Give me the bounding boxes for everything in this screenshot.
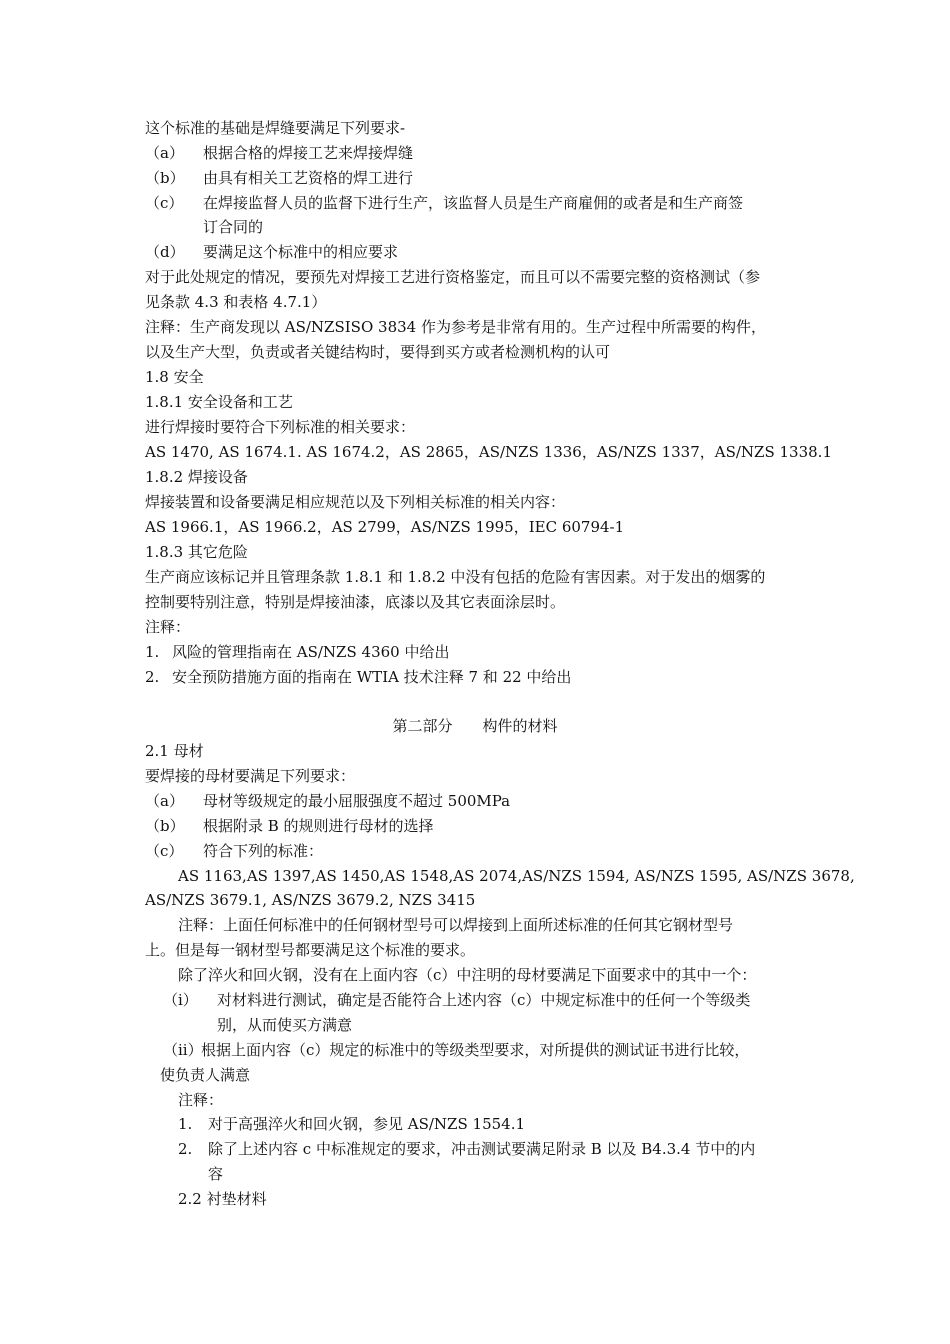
note-number-1: 1. — [145, 643, 160, 661]
section-heading-1-8-3: 1.8.3 其它危险 — [145, 543, 248, 561]
list-item-b: 由具有相关工艺资格的焊工进行 — [203, 169, 414, 187]
roman-marker-ii: （ii） — [163, 1041, 203, 1059]
list-item-c: 在焊接监督人员的监督下进行生产，该监督人员是生产商雇佣的或者是和生产商签 — [203, 194, 744, 212]
section-text-1-8-1: 进行焊接时要符合下列标准的相关要求： — [145, 418, 416, 436]
section-heading-2-1: 2.1 母材 — [145, 742, 204, 760]
section-heading-2-2: 2.2 衬垫材料 — [178, 1190, 267, 1208]
roman-item-ii-cont: 使负责人满意 — [160, 1066, 251, 1084]
roman-marker-i: （i） — [163, 991, 198, 1009]
roman-item-ii: 根据上面内容（c）规定的标准中的等级类型要求，对所提供的测试证书进行比较， — [201, 1041, 750, 1059]
list-marker-2b: （b） — [145, 817, 185, 835]
section-text-1-8-3-cont: 控制要特别注意，特别是焊接油漆，底漆以及其它表面涂层时。 — [145, 593, 566, 611]
note-number-2-2: 2. — [178, 1140, 193, 1158]
note-number-2: 2. — [145, 668, 160, 686]
paragraph-quenched: 除了淬火和回火钢，没有在上面内容（c）中注明的母材要满足下面要求中的其中一个： — [178, 966, 757, 984]
list-marker-c: （c） — [145, 194, 184, 212]
section-text-2-1: 要焊接的母材要满足下列要求： — [145, 767, 356, 785]
roman-item-i-cont: 别，从而使买方满意 — [217, 1016, 353, 1034]
note-text-cont: 以及生产大型，负责或者关键结构时，要得到买方或者检测机构的认可 — [145, 343, 611, 361]
section-text-1-8-2: 焊接装置和设备要满足相应规范以及下列相关标准的相关内容： — [145, 493, 566, 511]
list-marker-b: （b） — [145, 169, 185, 187]
note-2-1-cont: 上。但是每一钢材型号都要满足这个标准的要求。 — [145, 941, 476, 959]
roman-item-i: 对材料进行测试，确定是否能符合上述内容（c）中规定标准中的任何一个等级类 — [217, 991, 751, 1009]
note-2-1: 注释：上面任何标准中的任何钢材型号可以焊接到上面所述标准的任何其它钢材型号 — [178, 916, 734, 934]
section-heading-1-8: 1.8 安全 — [145, 368, 204, 386]
part-title: 第二部分 构件的材料 — [392, 717, 558, 735]
note-text: 注释：生产商发现以 AS/NZSISO 3834 作为参考是非常有用的。生产过程中所需要的构件， — [145, 318, 766, 336]
notes-label: 注释： — [145, 618, 191, 636]
section-text-1-8-3: 生产商应该标记并且管理条款 1.8.1 和 1.8.2 中没有包括的危险有害因素。对于发出的烟雾的 — [145, 568, 766, 586]
standards-list-2-1-cont: AS/NZS 3679.1, AS/NZS 3679.2, NZS 3415 — [145, 891, 476, 909]
list-marker-d: （d） — [145, 243, 185, 261]
paragraph-qualification: 对于此处规定的情况，要预先对焊接工艺进行资格鉴定，而且可以不需要完整的资格测试（参 — [145, 268, 761, 286]
list-marker-2a: （a） — [145, 792, 184, 810]
list-item-d: 要满足这个标准中的相应要求 — [203, 243, 399, 261]
note-item-2-2-cont: 容 — [208, 1165, 224, 1183]
note-number-2-1: 1. — [178, 1115, 193, 1133]
standards-list-2-1: AS 1163,AS 1397,AS 1450,AS 1548,AS 2074,AS/NZS 1594, AS/NZS 1595, AS/NZS 3678, — [178, 867, 855, 885]
list-item-a: 根据合格的焊接工艺来焊接焊缝 — [203, 144, 414, 162]
note-item-2-1: 对于高强淬火和回火钢，参见 AS/NZS 1554.1 — [208, 1115, 526, 1133]
note-item-2: 安全预防措施方面的指南在 WTIA 技术注释 7 和 22 中给出 — [172, 668, 572, 686]
section-heading-1-8-2: 1.8.2 焊接设备 — [145, 468, 248, 486]
paragraph-qualification-cont: 见条款 4.3 和表格 4.7.1） — [145, 293, 327, 311]
list-item-c-cont: 订合同的 — [203, 218, 264, 236]
note-item-2-2: 除了上述内容 c 中标准规定的要求，冲击测试要满足附录 B 以及 B4.3.4 节中的内 — [208, 1140, 756, 1158]
section-heading-1-8-1: 1.8.1 安全设备和工艺 — [145, 393, 293, 411]
standards-list-1-8-1: AS 1470, AS 1674.1. AS 1674.2，AS 2865，AS/NZS 1336，AS/NZS 1337，AS/NZS 1338.1 — [145, 443, 832, 461]
list-item-2b: 根据附录 B 的规则进行母材的选择 — [203, 817, 434, 835]
list-item-2c: 符合下列的标准： — [203, 842, 324, 860]
standards-list-1-8-2: AS 1966.1，AS 1966.2，AS 2799，AS/NZS 1995，IEC 60794-1 — [145, 518, 625, 536]
intro-text: 这个标准的基础是焊缝要满足下列要求- — [145, 119, 406, 137]
list-marker-2c: （c） — [145, 842, 184, 860]
list-item-2a: 母材等级规定的最小屈服强度不超过 500MPa — [203, 792, 511, 810]
notes-label-2: 注释： — [178, 1091, 224, 1109]
note-item-1: 风险的管理指南在 AS/NZS 4360 中给出 — [172, 643, 450, 661]
list-marker-a: （a） — [145, 144, 184, 162]
